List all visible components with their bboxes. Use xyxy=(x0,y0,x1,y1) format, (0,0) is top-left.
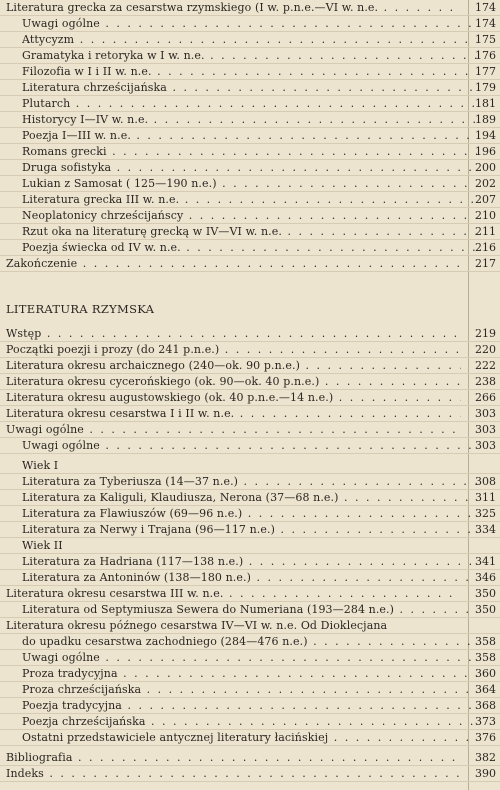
toc-entry-page: 376 xyxy=(475,731,496,744)
toc-entry-title: Ostatni przedstawiciele antycznej literatury łacińskiej . . . xyxy=(22,731,477,745)
toc-entry-title: Gramatyka i retoryka w I w. n.e. . . . xyxy=(22,49,477,63)
toc-entry xyxy=(0,144,500,160)
toc-entry-page: 222 xyxy=(475,359,496,372)
toc-entry-title: Literatura okresu augustowskiego (ok. 40 p.n.e.—14 n.e.) . . . xyxy=(6,391,461,405)
toc-entry-page: 303 xyxy=(475,439,496,452)
toc-entry xyxy=(0,554,500,570)
toc-entry xyxy=(0,666,500,682)
toc-entry-title: Literatura grecka III w. n.e. . . . xyxy=(22,193,477,207)
toc-entry-page: 174 xyxy=(475,17,496,30)
section-heading: LITERATURA RZYMSKA xyxy=(6,302,155,316)
toc-entry-page: 311 xyxy=(475,491,496,504)
toc-entry xyxy=(0,374,500,390)
toc-entry-page: 220 xyxy=(475,343,496,356)
toc-entry xyxy=(0,48,500,64)
toc-entry-page: 200 xyxy=(475,161,496,174)
toc-entry xyxy=(0,714,500,730)
toc-entry-page: 360 xyxy=(475,667,496,680)
toc-entry-page: 211 xyxy=(475,225,496,238)
toc-entry-page: 216 xyxy=(475,241,496,254)
toc-entry-title: Wstęp . . . xyxy=(6,327,461,341)
toc-entry-title: Uwagi ogólne . . . xyxy=(22,651,477,665)
toc-entry-title: Uwagi ogólne . . . xyxy=(6,423,461,437)
toc-entry-title: Literatura za Nerwy i Trajana (96—117 n.e.) . . . xyxy=(22,523,477,537)
toc-entry-title: Poezja świecka od IV w. n.e. . . . xyxy=(22,241,477,255)
toc-entry xyxy=(0,490,500,506)
toc-entry-page: 196 xyxy=(475,145,496,158)
toc-entry-title: Początki poezji i prozy (do 241 p.n.e.) . . . xyxy=(6,343,461,357)
toc-entry-page: 303 xyxy=(475,423,496,436)
toc-entry xyxy=(0,730,500,746)
toc-entry-page: 341 xyxy=(475,555,496,568)
toc-entry-title: Literatura grecka za cesarstwa rzymskiego (I w. p.n.e.—VI w. n.e. . . . xyxy=(6,1,461,15)
toc-entry xyxy=(0,96,500,112)
toc-entry-title: Literatura za Antoninów (138—180 n.e.) . . . xyxy=(22,571,477,585)
toc-entry-page: 350 xyxy=(475,603,496,616)
toc-entry-page: 210 xyxy=(475,209,496,222)
toc-entry-page: 189 xyxy=(475,113,496,126)
toc-entry-page: 390 xyxy=(475,767,496,780)
toc-entry-title: Poezja tradycyjna . . . xyxy=(22,699,477,713)
toc-entry-page: 346 xyxy=(475,571,496,584)
toc-entry-title: Literatura okresu cycerońskiego (ok. 90—ok. 40 p.n.e.) . . . xyxy=(6,375,461,389)
toc-entry xyxy=(0,256,500,272)
toc-entry-title: Literatura okresu późnego cesarstwa IV—VI w. n.e. Od Dioklecjana xyxy=(6,619,388,632)
toc-entry xyxy=(0,634,500,650)
toc-entry-page: 174 xyxy=(475,1,496,14)
toc-entry-title: Proza tradycyjna . . . xyxy=(22,667,477,681)
toc-entry xyxy=(0,224,500,240)
toc-entry-page: 334 xyxy=(475,523,496,536)
toc-subheading-label: Wiek II xyxy=(22,539,63,552)
toc-subheading xyxy=(0,538,500,554)
toc-entry-title: Literatura od Septymiusza Sewera do Numeriana (193—284 n.e.) . . . xyxy=(22,603,477,617)
toc-entry xyxy=(0,506,500,522)
toc-entry-page: 373 xyxy=(475,715,496,728)
toc-entry-page: 303 xyxy=(475,407,496,420)
toc-entry xyxy=(0,406,500,422)
toc-entry-title: Historycy I—IV w. n.e. . . . xyxy=(22,113,477,127)
toc-entry xyxy=(0,80,500,96)
toc-entry-page: 179 xyxy=(475,81,496,94)
toc-entry xyxy=(0,570,500,586)
toc-entry xyxy=(0,650,500,666)
toc-entry xyxy=(0,342,500,358)
toc-entry-page: 358 xyxy=(475,635,496,648)
toc-entry-page: 325 xyxy=(475,507,496,520)
toc-entry-title: Uwagi ogólne . . . xyxy=(22,17,477,31)
toc-entry xyxy=(0,176,500,192)
toc-entry-title: Poezja I—III w. n.e. . . . xyxy=(22,129,477,143)
toc-entry-title: Rzut oka na literaturę grecką w IV—VI w. n.e. . . . xyxy=(22,225,477,239)
toc-entry-title: Proza chrześcijańska . . . xyxy=(22,683,477,697)
toc-entry-page: 219 xyxy=(475,327,496,340)
toc-entry-page: 202 xyxy=(475,177,496,190)
toc-entry-page: 217 xyxy=(475,257,496,270)
toc-entry-title: Neoplatonicy chrześcijańscy . . . xyxy=(22,209,477,223)
toc-entry-title: Romans grecki . . . xyxy=(22,145,477,159)
toc-entry-title: Lukian z Samosat ( 125—190 n.e.) . . . xyxy=(22,177,477,191)
toc-entry xyxy=(0,112,500,128)
toc-entry-page: 308 xyxy=(475,475,496,488)
toc-entry xyxy=(0,602,500,618)
toc-entry-title: Plutarch . . . xyxy=(22,97,477,111)
toc-entry-page: 207 xyxy=(475,193,496,206)
toc-entry-title: Literatura za Tyberiusza (14—37 n.e.) . . . xyxy=(22,475,477,489)
toc-entry-page: 350 xyxy=(475,587,496,600)
toc-entry xyxy=(0,192,500,208)
toc-entry-page: 194 xyxy=(475,129,496,142)
toc-entry xyxy=(0,240,500,256)
toc-entry xyxy=(0,766,500,782)
toc-entry xyxy=(0,522,500,538)
toc-entry-title: Literatura za Kaliguli, Klaudiusza, Nerona (37—68 n.e.) . . . xyxy=(22,491,477,505)
toc-entry xyxy=(0,390,500,406)
toc-entry-title: Bibliografia . . . xyxy=(6,751,461,765)
toc-entry xyxy=(0,0,500,16)
toc-entry xyxy=(0,326,500,342)
toc-entry-page: 368 xyxy=(475,699,496,712)
toc-entry xyxy=(0,422,500,438)
toc-entry-title: Literatura okresu cesarstwa III w. n.e. . . . xyxy=(6,587,461,601)
toc-entry-title: Literatura chrześcijańska . . . xyxy=(22,81,477,95)
toc-entry-page: 176 xyxy=(475,49,496,62)
toc-entry xyxy=(0,358,500,374)
toc-entry xyxy=(0,618,500,634)
toc-entry xyxy=(0,16,500,32)
toc-entry-title: Literatura za Hadriana (117—138 n.e.) . . . xyxy=(22,555,477,569)
toc-entry-title: Literatura okresu archaicznego (240—ok. 90 p.n.e.) . . . xyxy=(6,359,461,373)
toc-entry-title: Zakończenie . . . xyxy=(6,257,461,271)
toc-entry-page: 364 xyxy=(475,683,496,696)
toc-entry-title: Filozofia w I i II w. n.e. . . . xyxy=(22,65,477,79)
toc-entry-title: Literatura za Flawiuszów (69—96 n.e.) . . . xyxy=(22,507,477,521)
toc-entry-title: Indeks . . . xyxy=(6,767,461,781)
toc-entry-page: 181 xyxy=(475,97,496,110)
toc-subheading xyxy=(0,458,500,474)
toc-subheading-label: Wiek I xyxy=(22,459,59,472)
toc-entry-page: 175 xyxy=(475,33,496,46)
toc-entry-page: 358 xyxy=(475,651,496,664)
toc-entry-page: 382 xyxy=(475,751,496,764)
toc-entry xyxy=(0,64,500,80)
toc-entry-title: Poezja chrześcijańska . . . xyxy=(22,715,477,729)
toc-entry xyxy=(0,208,500,224)
toc-entry-page: 238 xyxy=(475,375,496,388)
toc-entry xyxy=(0,682,500,698)
toc-entry xyxy=(0,128,500,144)
toc-entry-title: Literatura okresu cesarstwa I i II w. n.e. . . . xyxy=(6,407,461,421)
toc-entry xyxy=(0,698,500,714)
toc-entry xyxy=(0,32,500,48)
toc-entry xyxy=(0,750,500,766)
toc-entry-title: Attycyzm . . . xyxy=(22,33,477,47)
toc-entry xyxy=(0,474,500,490)
toc-entry-page: 177 xyxy=(475,65,496,78)
toc-entry-title: do upadku cesarstwa zachodniego (284—476 n.e.) . . . xyxy=(22,635,477,649)
toc-entry xyxy=(0,160,500,176)
toc-entry-title: Druga sofistyka . . . xyxy=(22,161,477,175)
toc-entry-page: 266 xyxy=(475,391,496,404)
toc-entry xyxy=(0,438,500,454)
toc-entry xyxy=(0,586,500,602)
toc-entry-title: Uwagi ogólne . . . xyxy=(22,439,477,453)
